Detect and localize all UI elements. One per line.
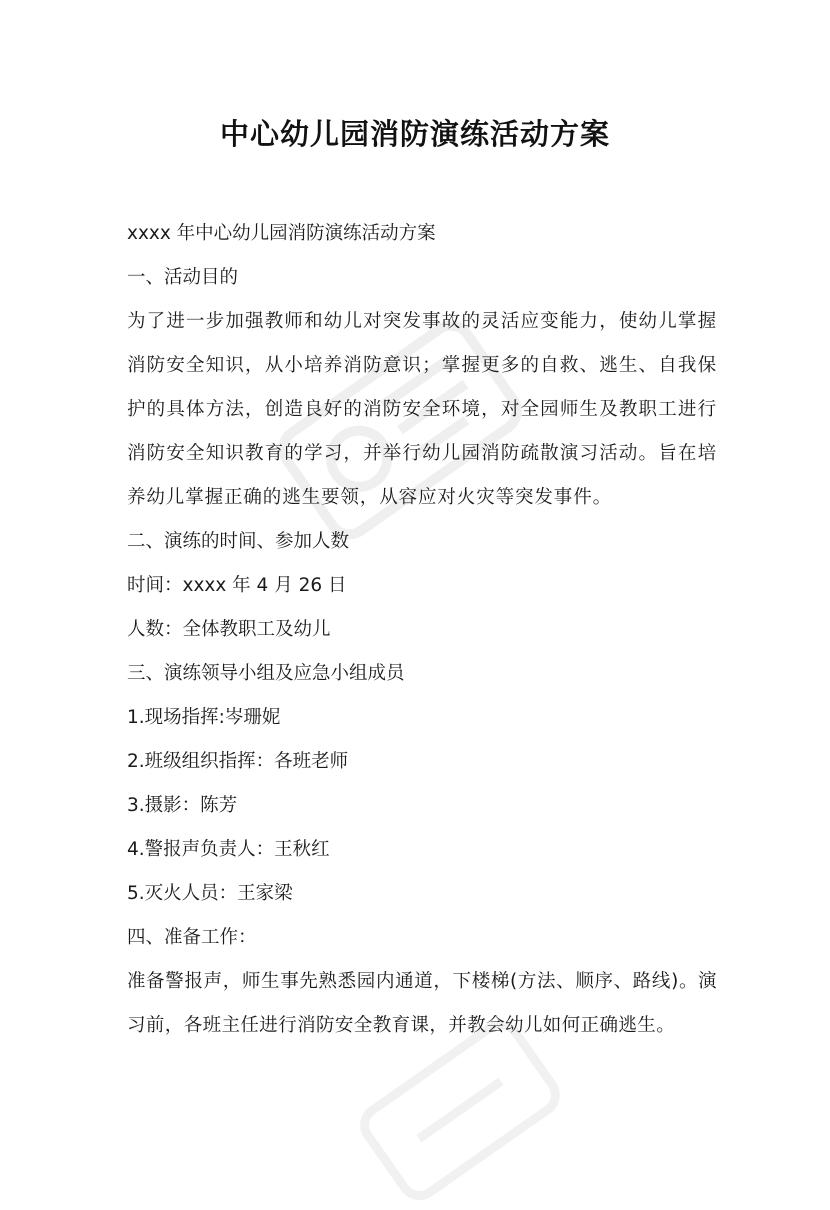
member-item: 3.摄影：陈芳 — [127, 795, 238, 816]
section-paragraph: 为了进一步加强教师和幼儿对突发事故的灵活应变能力，使幼儿掌握消防安全知识，从小培养消防意识；掌握更多的自救、逃生、自我保护的具体方法，创造良好的消防安全环境，对全园师生及教职工进行消防安全知识教育的学习，并举行幼儿园消防疏散演习活动。旨在培养幼儿掌握正确的逃生要领，从容应对火灾等突发事件。 — [127, 311, 717, 508]
member-item: 1.现场指挥:岑珊妮 — [127, 707, 281, 728]
drill-participants: 人数：全体教职工及幼儿 — [127, 619, 331, 640]
drill-time: 时间：xxxx 年 4 月 26 日 — [127, 575, 347, 596]
section-heading: 三、演练领导小组及应急小组成员 — [127, 663, 405, 684]
document-body — [127, 212, 717, 1048]
page-title: 中心幼儿园消防演练活动方案 — [219, 117, 610, 151]
document-subtitle: xxxx 年中心幼儿园消防演练活动方案 — [127, 223, 436, 244]
section-paragraph: 准备警报声，师生事先熟悉园内通道，下楼梯(方法、顺序、路线)。演习前，各班主任进行消防安全教育课，并教会幼儿如何正确逃生。 — [127, 971, 717, 1036]
section-heading: 二、演练的时间、参加人数 — [127, 531, 350, 552]
member-item: 4.警报声负责人：王秋红 — [127, 839, 330, 860]
member-item: 5.灭火人员：王家梁 — [127, 883, 293, 904]
member-item: 2.班级组织指挥：各班老师 — [127, 751, 349, 772]
section-heading: 四、准备工作： — [127, 927, 257, 948]
section-heading: 一、活动目的 — [127, 267, 239, 288]
